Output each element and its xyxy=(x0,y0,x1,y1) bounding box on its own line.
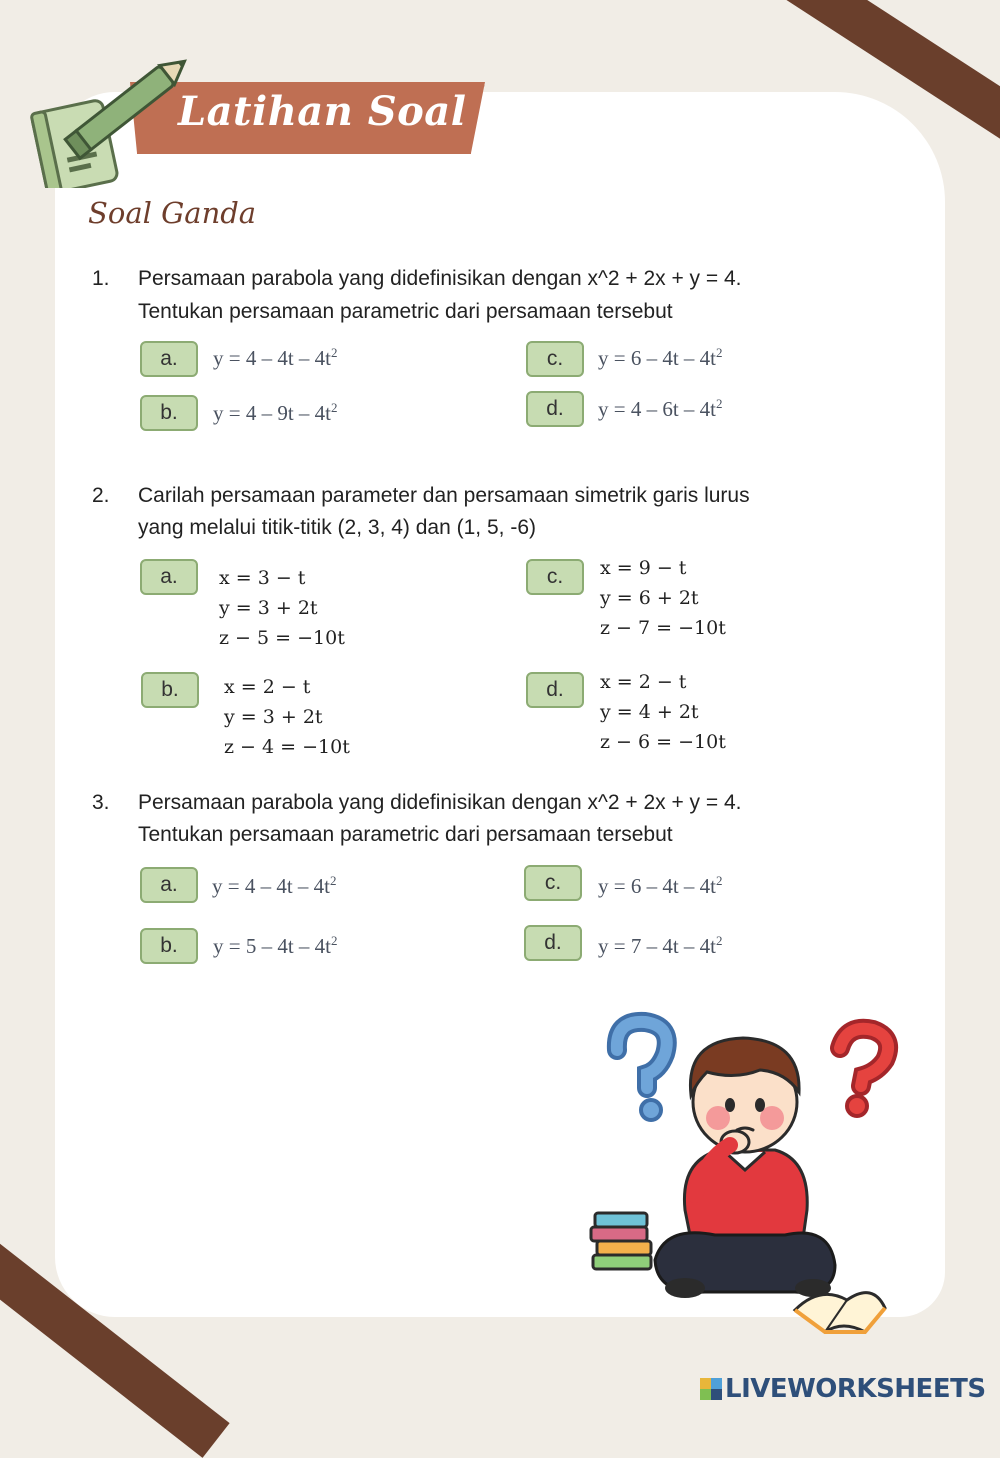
option-b-text: $y = 5 - 4t - 4t^2$ xyxy=(213,933,338,958)
question-text-line2: Tentukan persamaan parametric dari persamaan tersebut xyxy=(138,300,673,323)
option-a-text: $y = 4 - 4t - 4t^2$ xyxy=(212,873,337,898)
option-d-text: $y = 4 - 6t - 4t^2$ xyxy=(598,396,723,421)
option-a-button[interactable]: a. xyxy=(140,341,198,377)
option-b-button[interactable]: b. xyxy=(140,928,198,964)
option-d-button[interactable]: d. xyxy=(526,391,584,427)
equation-line: y = 3 + 2t xyxy=(219,597,318,619)
books-icon xyxy=(591,1213,651,1269)
equation-line: x = 2 − t xyxy=(600,671,687,693)
option-c-text: $y = 6 - 4t - 4t^2$ xyxy=(598,873,723,898)
question-number: 3. xyxy=(92,791,110,814)
option-d-text: $y = 7 - 4t - 4t^2$ xyxy=(598,933,723,958)
page-title: Latihan Soal xyxy=(178,88,467,135)
option-d-equations xyxy=(600,667,726,757)
equation-line: x = 9 − t xyxy=(600,557,687,579)
equation-line: y = 3 + 2t xyxy=(224,706,323,728)
equation-line: x = 3 − t xyxy=(219,567,306,589)
footer-brand xyxy=(700,1374,986,1404)
option-d-button[interactable]: d. xyxy=(526,672,584,708)
option-b-text: $y = 4 - 9t - 4t^2$ xyxy=(213,400,338,425)
option-b-button[interactable]: b. xyxy=(140,395,198,431)
equation-line: z − 4 = −10t xyxy=(224,736,350,758)
equation-line: y = 4 + 2t xyxy=(600,701,699,723)
brand-name: LIVEWORKSHEETS xyxy=(725,1374,986,1404)
option-b-equations xyxy=(224,672,350,762)
notebook-pencil-icon xyxy=(22,38,192,188)
equation-line: y = 6 + 2t xyxy=(600,587,699,609)
section-title: Soal Ganda xyxy=(88,196,257,230)
question-text-line1: Persamaan parabola yang didefinisikan dengan x^2 + 2x + y = 4. xyxy=(138,267,742,290)
option-c-button[interactable]: c. xyxy=(524,865,582,901)
question-mark-icon xyxy=(617,1022,667,1120)
equation-line: z − 7 = −10t xyxy=(600,617,726,639)
option-c-text: $y = 6 - 4t - 4t^2$ xyxy=(598,345,723,370)
question-mark-icon xyxy=(840,1029,888,1116)
thinking-child-illustration xyxy=(585,1010,905,1340)
equation-line: x = 2 − t xyxy=(224,676,311,698)
question-text-line2: yang melalui titik-titik (2, 3, 4) dan (1, 5, -6) xyxy=(138,516,536,539)
option-a-text: $y = 4 - 4t - 4t^2$ xyxy=(213,345,338,370)
question-text-line2: Tentukan persamaan parametric dari persamaan tersebut xyxy=(138,823,673,846)
option-c-button[interactable]: c. xyxy=(526,559,584,595)
option-c-button[interactable]: c. xyxy=(526,341,584,377)
option-c-equations xyxy=(600,553,726,643)
option-a-equations xyxy=(219,563,345,653)
question-number: 2. xyxy=(92,484,110,507)
option-a-button[interactable]: a. xyxy=(140,559,198,595)
option-b-button[interactable]: b. xyxy=(141,672,199,708)
question-text-line1: Carilah persamaan parameter dan persamaan simetrik garis lurus xyxy=(138,484,750,507)
option-d-button[interactable]: d. xyxy=(524,925,582,961)
liveworksheets-logo-icon xyxy=(700,1378,722,1400)
equation-line: z − 5 = −10t xyxy=(219,627,345,649)
option-a-button[interactable]: a. xyxy=(140,867,198,903)
question-text-line1: Persamaan parabola yang didefinisikan dengan x^2 + 2x + y = 4. xyxy=(138,791,742,814)
equation-line: z − 6 = −10t xyxy=(600,731,726,753)
open-book-icon xyxy=(795,1293,885,1332)
question-number: 1. xyxy=(92,267,110,290)
